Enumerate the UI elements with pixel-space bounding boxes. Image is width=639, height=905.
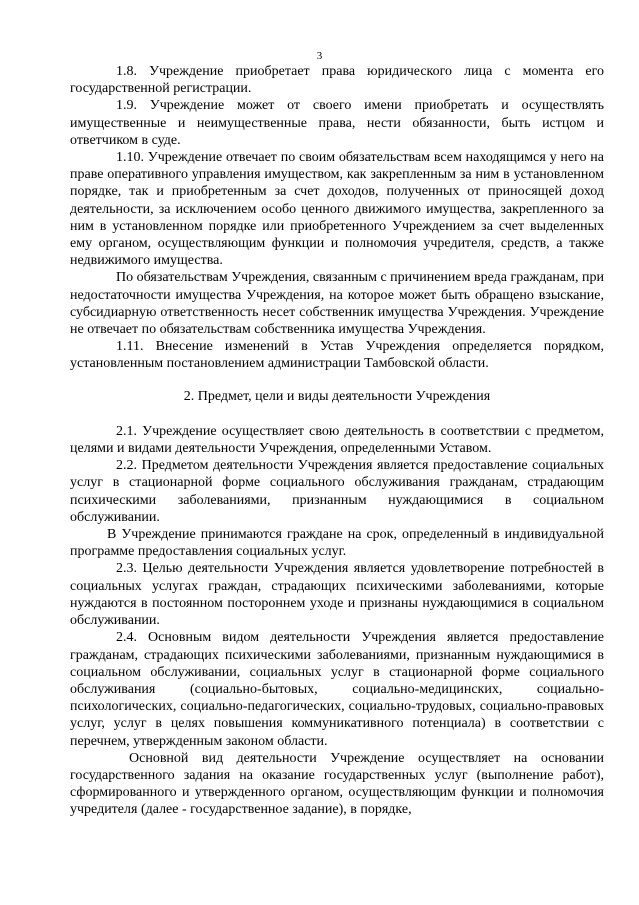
section-heading: 2. Предмет, цели и виды деятельности Учреждения xyxy=(183,388,491,404)
clause-1-11: 1.11. Внесение изменений в Устав Учреждения определяется порядком, установленным постановлением администрации Тамбовской области. xyxy=(70,339,604,372)
clause-1-10-liability: По обязательствам Учреждения, связанным с причинением вреда гражданам, при недостаточности имущества Учреждения, на которое может быть обращено взыскание, субсидиарную ответственность несет собственник имущества Учреждения. Учреждение не отвечает по обязательствам собственника имущества Учреждения. xyxy=(70,270,604,338)
clause-2-2-admission: В Учреждение принимаются граждане на срок, определенный в индивидуальной программе предоставления социальных услуг. xyxy=(70,527,604,560)
clause-2-1: 2.1. Учреждение осуществляет свою деятельность в соответствии с предметом, целями и видами деятельности Учреждения, определенными Уставом. xyxy=(70,423,604,457)
page-number: 3 xyxy=(316,50,323,62)
clause-2-3: 2.3. Целью деятельности Учреждения является удовлетворение потребностей в социальных услугах граждан, страдающих психическими заболеваниями, которые нуждаются в постоянном постороннем уходе и признаны нуждающимися в социальном обслуживании. xyxy=(70,561,604,629)
clause-2-2: 2.2. Предметом деятельности Учреждения является предоставление социальных услуг в стационарной форме социального обслуживания гражданам, страдающим психическими заболеваниями, признанным нуждающимися в социальном обслуживании. xyxy=(70,458,604,525)
clause-2-4: 2.4. Основным видом деятельности Учреждения является предоставление гражданам, страдающих психическими заболеваниями, признанным нуждающимися в социальном обслуживании, социальных услуг в стационарной форме социального обслуживания (социально-бытовых, социально-медицинских, социально-психологических, социально-педагогических, социально-трудовых, социально-правовых услуг, услуг в целях повышения коммуникативного потенциала) в соответствии с перечнем, утвержденным законом области. xyxy=(70,630,604,749)
clause-1-9: 1.9. Учреждение может от своего имени приобретать и осуществлять имущественные и неимущественные права, нести обязанности, быть истцом и ответчиком в суде. xyxy=(70,98,604,148)
clause-2-4-state-task: Основной вид деятельности Учреждение осуществляет на основании государственного задания на оказание государственных услуг (выполнение работ), сформированного и утвержденного органом, осуществляющим функции и полномочия учредителя (далее - государственное задание), в порядке, xyxy=(70,750,604,818)
clause-1-8: 1.8. Учреждение приобретает права юридического лица с момента его государственной регистрации. xyxy=(70,64,604,97)
document-body xyxy=(70,63,604,819)
clause-1-10: 1.10. Учреждение отвечает по своим обязательствам всем находящимся у него на праве оперативного управления имуществом, как закрепленным за ним в установленном порядке, так и приобретенным за счет доходов, полученных от приносящей доход деятельности, за исключением особо ценного движимого имущества, закрепленного за ним в установленном порядке или приобретенного Учреждением за счет выделенных ему органом, осуществляющим функции и полномочия учредителя, средств, а также недвижимого имущества. xyxy=(70,150,604,269)
